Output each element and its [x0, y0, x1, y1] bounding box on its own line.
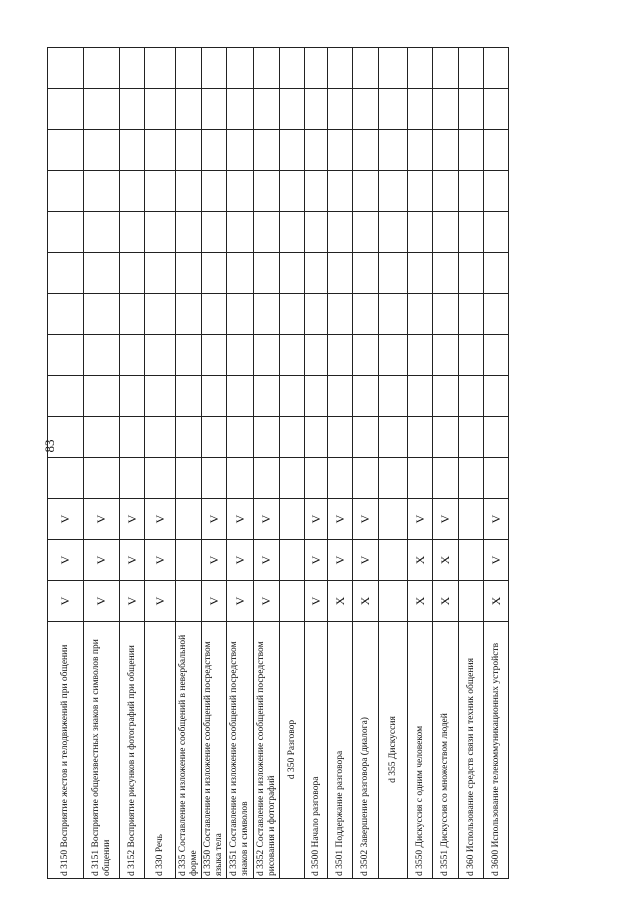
empty-cell: [254, 89, 280, 130]
rotated-table-wrapper: [47, 59, 624, 879]
empty-cell: [433, 294, 459, 335]
mark-cell: X: [408, 581, 433, 622]
mark-cell: [176, 540, 202, 581]
empty-cell: [484, 458, 509, 499]
mark-cell: V: [484, 499, 509, 540]
empty-cell: [328, 458, 353, 499]
mark-cell: X: [484, 581, 509, 622]
mark-cell: X: [433, 540, 459, 581]
empty-cell: [176, 253, 202, 294]
empty-cell: [305, 130, 328, 171]
empty-cell: [408, 458, 433, 499]
empty-cell: [433, 458, 459, 499]
empty-cell: [120, 130, 145, 171]
row-name: d 355 Дискуссия: [379, 622, 408, 879]
mark-cell: V: [202, 581, 227, 622]
empty-cell: [120, 89, 145, 130]
table-row: [84, 48, 120, 879]
mark-cell: X: [353, 581, 379, 622]
empty-cell: [305, 458, 328, 499]
empty-cell: [305, 48, 328, 89]
empty-cell: [353, 130, 379, 171]
row-name: d 330 Речь: [145, 622, 176, 879]
mark-cell: V: [145, 540, 176, 581]
mark-cell: [459, 540, 484, 581]
empty-cell: [459, 335, 484, 376]
mark-cell: V: [202, 540, 227, 581]
table-row: [280, 48, 305, 879]
empty-cell: [176, 335, 202, 376]
mark-cell: [379, 581, 408, 622]
empty-cell: [379, 212, 408, 253]
table-row: [484, 48, 509, 879]
empty-cell: [84, 294, 120, 335]
empty-cell: [227, 417, 254, 458]
empty-cell: [202, 335, 227, 376]
row-name: d 3152 Восприятие рисунков и фотографий при общении: [120, 622, 145, 879]
mark-cell: V: [305, 540, 328, 581]
empty-cell: [254, 335, 280, 376]
empty-cell: [280, 253, 305, 294]
empty-cell: [254, 253, 280, 294]
empty-cell: [227, 212, 254, 253]
mark-cell: V: [305, 499, 328, 540]
mark-cell: [176, 499, 202, 540]
row-name: d 3550 Дискуссия с одним человеком: [408, 622, 433, 879]
row-name: d 3600 Использование телекоммуникационных устройств: [484, 622, 509, 879]
empty-cell: [328, 253, 353, 294]
empty-cell: [379, 376, 408, 417]
empty-cell: [305, 89, 328, 130]
mark-cell: V: [145, 499, 176, 540]
empty-cell: [48, 335, 84, 376]
empty-cell: [202, 89, 227, 130]
table-row: [459, 48, 484, 879]
empty-cell: [408, 376, 433, 417]
empty-cell: [254, 376, 280, 417]
empty-cell: [84, 171, 120, 212]
table-row: [254, 48, 280, 879]
empty-cell: [48, 171, 84, 212]
empty-cell: [84, 417, 120, 458]
empty-cell: [379, 171, 408, 212]
empty-cell: [459, 458, 484, 499]
empty-cell: [120, 212, 145, 253]
empty-cell: [202, 212, 227, 253]
empty-cell: [280, 417, 305, 458]
empty-cell: [280, 458, 305, 499]
mark-cell: V: [484, 540, 509, 581]
empty-cell: [408, 294, 433, 335]
empty-cell: [84, 376, 120, 417]
empty-cell: [227, 48, 254, 89]
empty-cell: [484, 89, 509, 130]
empty-cell: [433, 89, 459, 130]
empty-cell: [305, 171, 328, 212]
empty-cell: [84, 253, 120, 294]
empty-cell: [120, 458, 145, 499]
empty-cell: [202, 294, 227, 335]
empty-cell: [328, 294, 353, 335]
empty-cell: [202, 48, 227, 89]
empty-cell: [484, 48, 509, 89]
empty-cell: [484, 376, 509, 417]
empty-cell: [176, 458, 202, 499]
mark-cell: V: [48, 499, 84, 540]
mark-cell: V: [227, 581, 254, 622]
mark-cell: V: [202, 499, 227, 540]
empty-cell: [408, 212, 433, 253]
empty-cell: [254, 130, 280, 171]
empty-cell: [379, 417, 408, 458]
mark-cell: [280, 581, 305, 622]
empty-cell: [379, 253, 408, 294]
row-name: d 3352 Составление и изложение сообщений посредством рисования и фотографий: [254, 622, 280, 879]
empty-cell: [120, 48, 145, 89]
empty-cell: [48, 376, 84, 417]
mark-cell: [459, 581, 484, 622]
empty-cell: [254, 212, 280, 253]
empty-cell: [433, 335, 459, 376]
empty-cell: [145, 212, 176, 253]
mark-cell: X: [408, 540, 433, 581]
table-row: [305, 48, 328, 879]
empty-cell: [120, 294, 145, 335]
empty-cell: [459, 212, 484, 253]
empty-cell: [353, 171, 379, 212]
empty-cell: [280, 89, 305, 130]
empty-cell: [120, 335, 145, 376]
row-name: d 3551 Дискуссия со множеством людей: [433, 622, 459, 879]
mark-cell: V: [84, 581, 120, 622]
empty-cell: [145, 130, 176, 171]
row-name: d 3151 Восприятие общеизвестных знаков и символов при общении: [84, 622, 120, 879]
empty-cell: [408, 335, 433, 376]
empty-cell: [145, 376, 176, 417]
empty-cell: [280, 294, 305, 335]
mark-cell: V: [305, 581, 328, 622]
empty-cell: [145, 171, 176, 212]
empty-cell: [484, 417, 509, 458]
empty-cell: [328, 130, 353, 171]
mark-cell: V: [120, 540, 145, 581]
empty-cell: [145, 253, 176, 294]
table-row: [328, 48, 353, 879]
empty-cell: [227, 253, 254, 294]
empty-cell: [459, 171, 484, 212]
empty-cell: [328, 335, 353, 376]
empty-cell: [48, 212, 84, 253]
mark-cell: V: [48, 581, 84, 622]
empty-cell: [227, 376, 254, 417]
empty-cell: [202, 376, 227, 417]
empty-cell: [408, 253, 433, 294]
mark-cell: V: [254, 540, 280, 581]
empty-cell: [202, 130, 227, 171]
empty-cell: [379, 130, 408, 171]
empty-cell: [305, 212, 328, 253]
mark-cell: V: [84, 540, 120, 581]
empty-cell: [48, 417, 84, 458]
page-number: 83: [42, 439, 57, 453]
empty-cell: [120, 171, 145, 212]
empty-cell: [280, 130, 305, 171]
empty-cell: [145, 458, 176, 499]
empty-cell: [408, 89, 433, 130]
empty-cell: [176, 130, 202, 171]
empty-cell: [84, 212, 120, 253]
mark-cell: V: [353, 499, 379, 540]
empty-cell: [48, 130, 84, 171]
empty-cell: [305, 294, 328, 335]
empty-cell: [328, 48, 353, 89]
mark-cell: [176, 581, 202, 622]
table-row: [408, 48, 433, 879]
table-row: [145, 48, 176, 879]
mark-cell: [280, 499, 305, 540]
empty-cell: [145, 89, 176, 130]
table-row: [379, 48, 408, 879]
empty-cell: [305, 417, 328, 458]
mark-cell: [280, 540, 305, 581]
empty-cell: [353, 89, 379, 130]
table-row: [353, 48, 379, 879]
mark-cell: V: [433, 499, 459, 540]
mark-cell: V: [328, 540, 353, 581]
empty-cell: [459, 130, 484, 171]
empty-cell: [408, 130, 433, 171]
empty-cell: [433, 417, 459, 458]
empty-cell: [202, 417, 227, 458]
empty-cell: [176, 376, 202, 417]
empty-cell: [353, 335, 379, 376]
empty-cell: [84, 130, 120, 171]
empty-cell: [176, 89, 202, 130]
mark-cell: V: [227, 499, 254, 540]
empty-cell: [408, 171, 433, 212]
mark-cell: V: [254, 499, 280, 540]
empty-cell: [459, 89, 484, 130]
empty-cell: [353, 294, 379, 335]
empty-cell: [202, 458, 227, 499]
empty-cell: [48, 253, 84, 294]
empty-cell: [202, 253, 227, 294]
empty-cell: [227, 294, 254, 335]
empty-cell: [176, 294, 202, 335]
empty-cell: [120, 417, 145, 458]
empty-cell: [353, 253, 379, 294]
row-name: d 3501 Поддержание разговора: [328, 622, 353, 879]
empty-cell: [176, 417, 202, 458]
empty-cell: [379, 335, 408, 376]
empty-cell: [379, 48, 408, 89]
empty-cell: [48, 294, 84, 335]
mark-cell: V: [227, 540, 254, 581]
empty-cell: [353, 417, 379, 458]
mark-cell: V: [353, 540, 379, 581]
empty-cell: [305, 376, 328, 417]
table-row: [227, 48, 254, 879]
empty-cell: [433, 48, 459, 89]
row-name: d 3500 Начало разговора: [305, 622, 328, 879]
empty-cell: [145, 417, 176, 458]
empty-cell: [305, 335, 328, 376]
empty-cell: [433, 253, 459, 294]
empty-cell: [84, 89, 120, 130]
empty-cell: [328, 417, 353, 458]
mark-cell: [379, 499, 408, 540]
mark-cell: V: [48, 540, 84, 581]
empty-cell: [176, 212, 202, 253]
empty-cell: [254, 171, 280, 212]
mark-cell: V: [120, 581, 145, 622]
empty-cell: [280, 212, 305, 253]
empty-cell: [84, 335, 120, 376]
table-row: [48, 48, 84, 879]
empty-cell: [379, 294, 408, 335]
mark-cell: X: [328, 581, 353, 622]
empty-cell: [145, 48, 176, 89]
mark-cell: V: [145, 581, 176, 622]
empty-cell: [280, 171, 305, 212]
empty-cell: [280, 376, 305, 417]
mark-cell: V: [254, 581, 280, 622]
empty-cell: [484, 130, 509, 171]
row-name: d 3502 Завершение разговора (диалога): [353, 622, 379, 879]
mark-cell: V: [328, 499, 353, 540]
mark-cell: V: [84, 499, 120, 540]
empty-cell: [305, 253, 328, 294]
mark-cell: V: [120, 499, 145, 540]
empty-cell: [328, 212, 353, 253]
empty-cell: [227, 458, 254, 499]
empty-cell: [280, 335, 305, 376]
empty-cell: [84, 458, 120, 499]
empty-cell: [84, 48, 120, 89]
empty-cell: [379, 458, 408, 499]
empty-cell: [254, 294, 280, 335]
empty-cell: [484, 171, 509, 212]
empty-cell: [280, 48, 305, 89]
row-name: d 360 Использование средств связи и техник общения: [459, 622, 484, 879]
table-row: [202, 48, 227, 879]
empty-cell: [328, 376, 353, 417]
empty-cell: [433, 212, 459, 253]
empty-cell: [353, 458, 379, 499]
empty-cell: [227, 171, 254, 212]
empty-cell: [254, 48, 280, 89]
empty-cell: [484, 253, 509, 294]
empty-cell: [459, 253, 484, 294]
empty-cell: [227, 130, 254, 171]
mark-cell: X: [433, 581, 459, 622]
empty-cell: [408, 48, 433, 89]
empty-cell: [484, 294, 509, 335]
empty-cell: [459, 294, 484, 335]
empty-cell: [459, 48, 484, 89]
empty-cell: [145, 335, 176, 376]
empty-cell: [328, 89, 353, 130]
empty-cell: [353, 48, 379, 89]
empty-cell: [120, 376, 145, 417]
empty-cell: [459, 417, 484, 458]
mark-cell: V: [408, 499, 433, 540]
empty-cell: [254, 417, 280, 458]
empty-cell: [227, 89, 254, 130]
empty-cell: [328, 171, 353, 212]
empty-cell: [145, 294, 176, 335]
table-row: [120, 48, 145, 879]
table-row: [176, 48, 202, 879]
table-row: [433, 48, 459, 879]
empty-cell: [202, 171, 227, 212]
empty-cell: [484, 335, 509, 376]
row-name: d 3350 Составление и изложение сообщений посредством языка тела: [202, 622, 227, 879]
empty-cell: [120, 253, 145, 294]
mark-cell: [459, 499, 484, 540]
empty-cell: [433, 376, 459, 417]
empty-cell: [379, 89, 408, 130]
empty-cell: [459, 376, 484, 417]
row-name: d 3150 Восприятие жестов и телодвижений при общении: [48, 622, 84, 879]
row-name: d 350 Разговор: [280, 622, 305, 879]
empty-cell: [227, 335, 254, 376]
mark-cell: [379, 540, 408, 581]
empty-cell: [484, 212, 509, 253]
empty-cell: [433, 171, 459, 212]
row-name: d 335 Составление и изложение сообщений в невербальной форме: [176, 622, 202, 879]
assessment-table: [47, 47, 509, 879]
empty-cell: [48, 48, 84, 89]
row-name: d 3351 Составление и изложение сообщений посредством знаков и символов: [227, 622, 254, 879]
empty-cell: [433, 130, 459, 171]
empty-cell: [353, 376, 379, 417]
empty-cell: [48, 458, 84, 499]
empty-cell: [408, 417, 433, 458]
empty-cell: [254, 458, 280, 499]
empty-cell: [176, 171, 202, 212]
empty-cell: [353, 212, 379, 253]
empty-cell: [176, 48, 202, 89]
empty-cell: [48, 89, 84, 130]
